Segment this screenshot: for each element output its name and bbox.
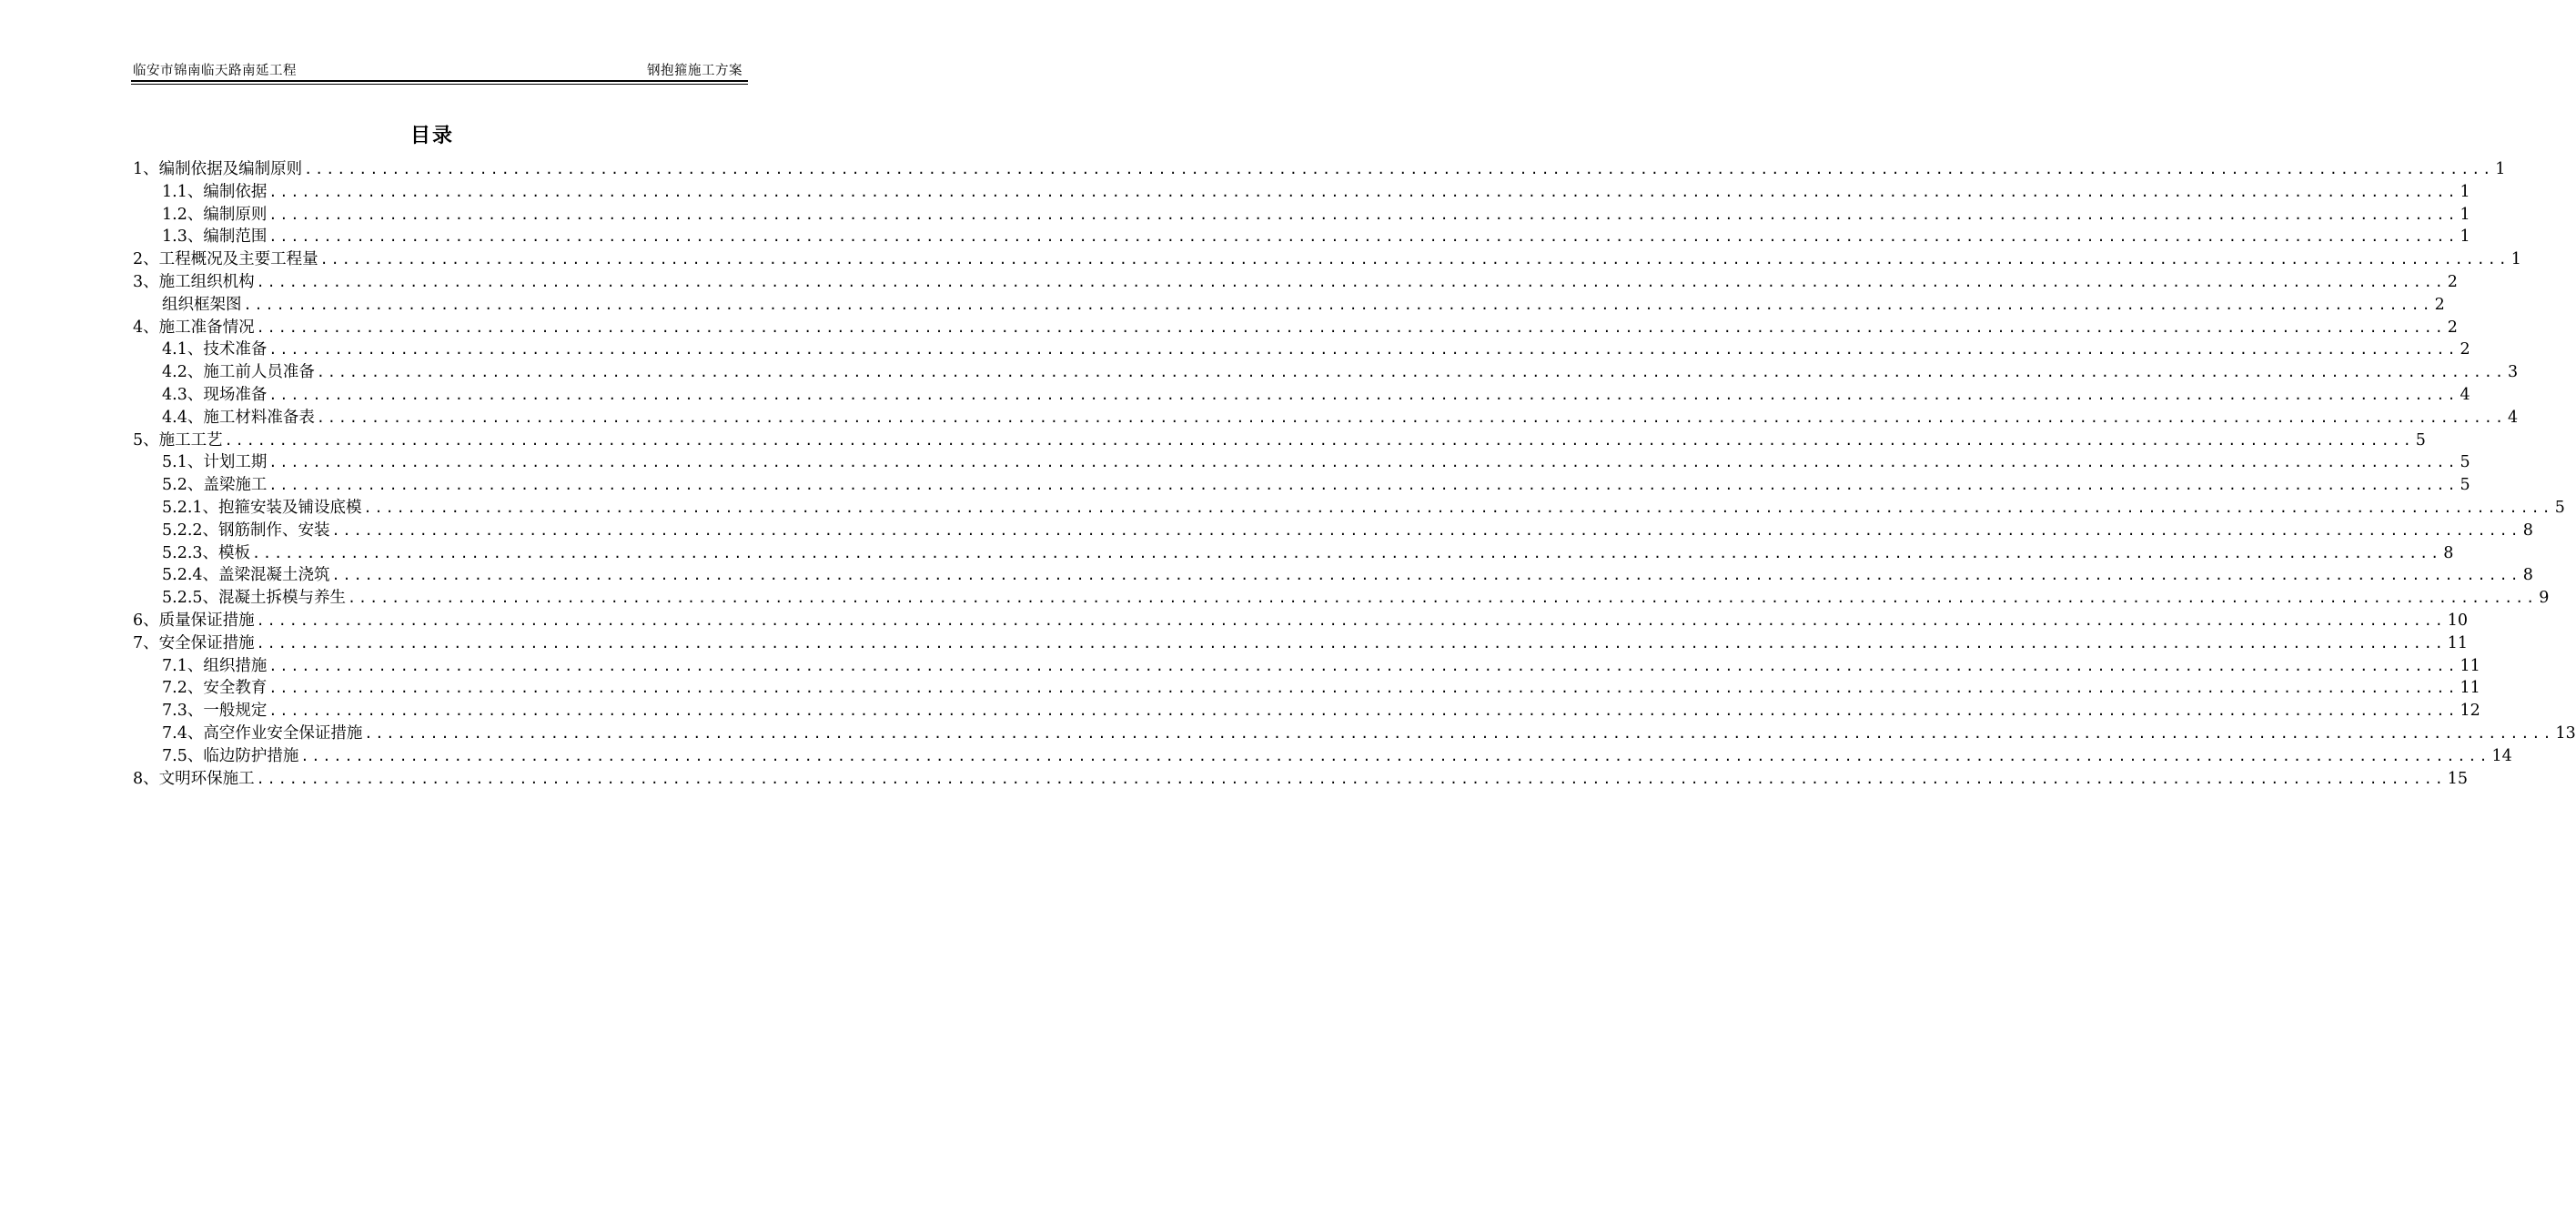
toc-entry-title: 1.2、编制原则 [162, 204, 268, 227]
toc-entry-page-number: 1 [2493, 158, 2505, 181]
toc-entry-page-number: 5 [2459, 474, 2470, 497]
toc-entry[interactable] [133, 542, 2454, 565]
toc-dot-leader: ........................................................................................................................................................................................................ [316, 409, 2506, 426]
toc-entry-page-number: 1 [2510, 248, 2521, 271]
toc-entry[interactable] [133, 271, 2458, 294]
toc-dot-leader: ........................................................................................................................................................................................................ [300, 747, 2490, 764]
toc-entry-page-number: 14 [2490, 745, 2512, 768]
toc-entry-title: 4.4、施工材料准备表 [162, 407, 317, 430]
toc-entry-page-number: 15 [2446, 768, 2468, 791]
toc-entry[interactable] [133, 361, 2519, 384]
toc-entry-page-number: 2 [2446, 317, 2458, 339]
toc-entry-page-number: 11 [2446, 632, 2468, 655]
toc-dot-leader: ........................................................................................................................................................................................................ [268, 680, 2459, 697]
toc-dot-leader: ........................................................................................................................................................................................................ [319, 251, 2510, 268]
toc-dot-leader: ........................................................................................................................................................................................................ [268, 386, 2459, 403]
toc-dot-leader: ........................................................................................................................................................................................................ [268, 341, 2459, 359]
toc-entry-title: 4、施工准备情况 [133, 317, 257, 339]
toc-dot-leader: ........................................................................................................................................................................................................ [268, 206, 2459, 223]
toc-entry-title: 5.2、盖梁施工 [162, 474, 268, 497]
toc-entry-page-number: 9 [2537, 587, 2549, 610]
toc-entry-page-number: 8 [2441, 542, 2453, 565]
toc-dot-leader: ........................................................................................................................................................................................................ [268, 702, 2459, 720]
toc-entry[interactable] [133, 158, 2506, 181]
toc-entry[interactable] [133, 226, 2470, 248]
toc-entry-page-number: 2 [2459, 339, 2470, 361]
toc-entry-page-number: 1 [2459, 204, 2470, 227]
toc-entry[interactable] [133, 339, 2470, 361]
page-header [131, 55, 748, 82]
toc-dot-leader: ........................................................................................................................................................................................................ [256, 612, 2446, 629]
toc-entry-page-number: 5 [2459, 451, 2470, 474]
toc-entry[interactable] [133, 204, 2470, 227]
toc-entry-title: 7.4、高空作业安全保证措施 [162, 723, 364, 745]
toc-entry[interactable] [133, 181, 2470, 204]
toc-entry-title: 组织框架图 [162, 294, 244, 317]
toc-entry-title: 5.2.3、模板 [162, 542, 252, 565]
toc-entry-page-number: 1 [2459, 226, 2470, 248]
header-document-title: 钢抱箍施工方案 [647, 64, 742, 78]
toc-entry-page-number: 8 [2521, 564, 2533, 587]
toc-entry[interactable] [133, 564, 2533, 587]
toc-entry-title: 1、编制依据及编制原则 [133, 158, 304, 181]
toc-entry[interactable] [133, 430, 2426, 452]
toc-dot-leader: ........................................................................................................................................................................................................ [268, 657, 2459, 674]
header-divider-thin [131, 84, 748, 85]
toc-entry-title: 7.5、临边防护措施 [162, 745, 300, 768]
toc-entry-title: 5.1、计划工期 [162, 451, 268, 474]
toc-entry[interactable] [133, 294, 2445, 317]
toc-dot-leader: ........................................................................................................................................................................................................ [331, 567, 2521, 584]
toc-entry[interactable] [133, 610, 2469, 632]
toc-entry[interactable] [133, 497, 2565, 520]
toc-entry-page-number: 4 [2506, 407, 2518, 430]
toc-dot-leader: ........................................................................................................................................................................................................ [331, 521, 2521, 539]
toc-entry-page-number: 13 [2554, 723, 2576, 745]
toc-entry[interactable] [133, 745, 2512, 768]
toc-entry-page-number: 5 [2414, 430, 2426, 452]
toc-entry-page-number: 12 [2459, 700, 2480, 723]
toc-dot-leader: ........................................................................................................................................................................................................ [256, 273, 2446, 290]
toc-dot-leader: ........................................................................................................................................................................................................ [363, 499, 2553, 516]
toc-entry[interactable] [133, 677, 2480, 700]
toc-entry[interactable] [133, 317, 2458, 339]
toc-entry-page-number: 5 [2553, 497, 2565, 520]
toc-entry-title: 5.2.1、抱箍安装及铺设底模 [162, 497, 364, 520]
toc-entry-page-number: 4 [2459, 384, 2470, 407]
toc-dot-leader: ........................................................................................................................................................................................................ [304, 161, 2494, 177]
toc-entry-title: 6、质量保证措施 [133, 610, 257, 632]
toc-entry-title: 7.2、安全教育 [162, 677, 268, 700]
toc-title: 目录 [409, 125, 454, 147]
toc-entry-title: 1.3、编制范围 [162, 226, 268, 248]
toc-dot-leader: ........................................................................................................................................................................................................ [224, 431, 2414, 449]
toc-dot-leader: ........................................................................................................................................................................................................ [364, 724, 2554, 742]
toc-dot-leader: ........................................................................................................................................................................................................ [256, 634, 2446, 652]
toc-entry-title: 7.3、一般规定 [162, 700, 268, 723]
toc-entry-title: 5.2.5、混凝土拆模与养生 [162, 587, 348, 610]
toc-entry-title: 7、安全保证措施 [133, 632, 257, 655]
toc-entry-title: 1.1、编制依据 [162, 181, 268, 204]
toc-entry[interactable] [133, 520, 2533, 542]
toc-dot-leader: ........................................................................................................................................................................................................ [268, 477, 2459, 494]
toc-entry-page-number: 2 [2446, 271, 2458, 294]
toc-entry-title: 5、施工工艺 [133, 430, 225, 452]
toc-dot-leader: ........................................................................................................................................................................................................ [268, 228, 2459, 246]
toc-entry[interactable] [133, 407, 2519, 430]
header-project-name: 临安市锦南临天路南延工程 [133, 64, 297, 78]
toc-entry-page-number: 8 [2521, 520, 2533, 542]
toc-entry[interactable] [133, 587, 2550, 610]
toc-entry-title: 3、施工组织机构 [133, 271, 257, 294]
toc-entry-page-number: 1 [2459, 181, 2470, 204]
table-of-contents [133, 158, 2576, 790]
toc-entry-title: 8、文明环保施工 [133, 768, 257, 791]
toc-entry[interactable] [133, 655, 2480, 678]
toc-entry-page-number: 11 [2459, 677, 2480, 700]
toc-entry-title: 4.2、施工前人员准备 [162, 361, 317, 384]
toc-entry-page-number: 11 [2459, 655, 2480, 678]
toc-dot-leader: ........................................................................................................................................................................................................ [268, 454, 2459, 471]
toc-entry-title: 4.3、现场准备 [162, 384, 268, 407]
toc-entry-page-number: 10 [2446, 610, 2468, 632]
toc-entry-title: 5.2.4、盖梁混凝土浇筑 [162, 564, 332, 587]
header-divider-thick [131, 80, 748, 82]
toc-entry-title: 5.2.2、钢筋制作、安装 [162, 520, 332, 542]
toc-entry-page-number: 3 [2506, 361, 2518, 384]
toc-entry[interactable] [133, 248, 2521, 271]
toc-dot-leader: ........................................................................................................................................................................................................ [316, 364, 2506, 381]
toc-entry-title: 7.1、组织措施 [162, 655, 268, 678]
toc-entry[interactable] [133, 451, 2470, 474]
toc-dot-leader: ........................................................................................................................................................................................................ [256, 770, 2446, 787]
toc-dot-leader: ........................................................................................................................................................................................................ [252, 544, 2442, 561]
toc-dot-leader: ........................................................................................................................................................................................................ [268, 183, 2459, 200]
toc-dot-leader: ........................................................................................................................................................................................................ [243, 296, 2433, 313]
toc-entry-page-number: 2 [2433, 294, 2445, 317]
toc-entry[interactable] [133, 632, 2469, 655]
toc-entry[interactable] [133, 474, 2470, 497]
toc-entry-title: 2、工程概况及主要工程量 [133, 248, 320, 271]
toc-entry[interactable] [133, 700, 2480, 723]
toc-entry-title: 4.1、技术准备 [162, 339, 268, 361]
toc-entry[interactable] [133, 768, 2469, 791]
toc-entry[interactable] [133, 723, 2576, 745]
toc-entry[interactable] [133, 384, 2470, 407]
toc-dot-leader: ........................................................................................................................................................................................................ [256, 318, 2446, 336]
toc-dot-leader: ........................................................................................................................................................................................................ [348, 590, 2538, 607]
